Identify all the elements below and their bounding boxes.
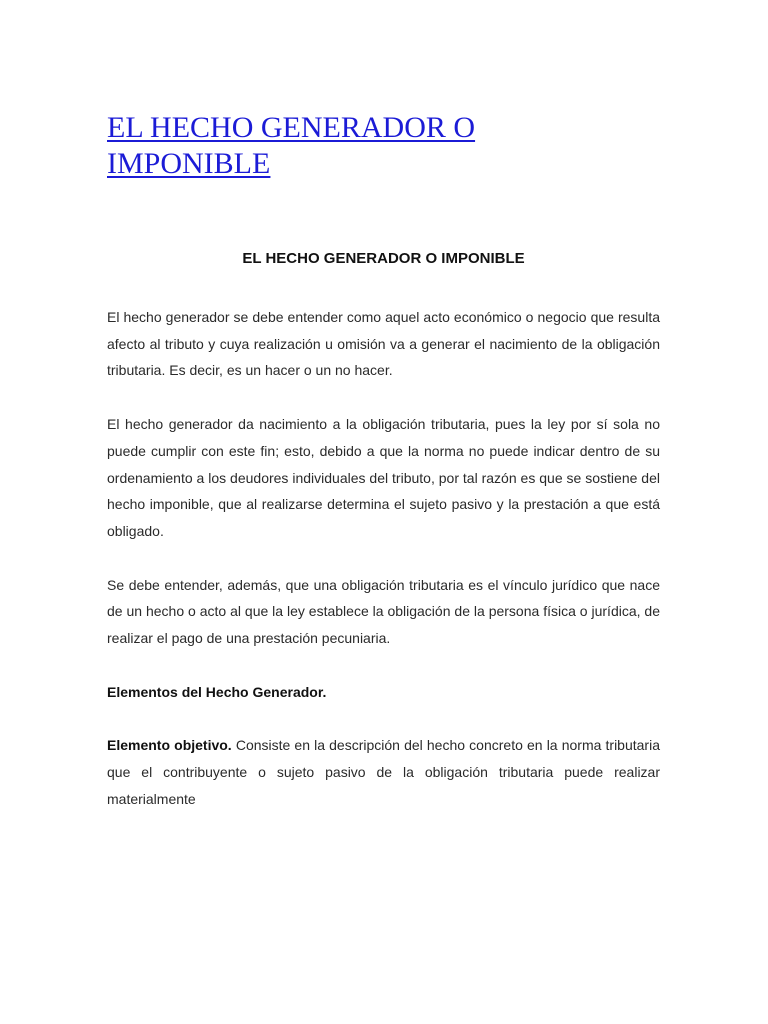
paragraph-2: El hecho generador da nacimiento a la obligación tributaria, pues la ley por sí sola no puede cumplir con este fin; esto, debido a que la norma no puede indicar dentro de su ordenamiento a los deudores individuales del tributo, por tal razón es que se sostiene del hecho imponible, que al realizarse determina el sujeto pasivo y la prestación a que está obligado. bbox=[107, 416, 660, 539]
document-subtitle: EL HECHO GENERADOR O IMPONIBLE bbox=[242, 250, 525, 267]
section-heading: Elementos del Hecho Generador. bbox=[107, 683, 327, 700]
paragraph-element-objetivo bbox=[107, 732, 660, 812]
page-title bbox=[107, 0, 537, 182]
title-link[interactable]: EL HECHO GENERADOR O IMPONIBLE bbox=[107, 111, 476, 180]
element-objetivo-text: Consiste en la descripción del hecho concreto en la norma tributaria que el contribuyente o sujeto pasivo de la obligación tributaria puede realizar materialmente bbox=[107, 737, 660, 807]
element-objetivo-label: Elemento objetivo. bbox=[107, 737, 232, 754]
paragraph-3: Se debe entender, además, que una obligación tributaria es el vínculo jurídico que nace de un hecho o acto al que la ley establece la obligación de la persona física o jurídica, de realizar el pago de una prestación pecuniaria. bbox=[107, 576, 660, 647]
paragraph-1: El hecho generador se debe entender como aquel acto económico o negocio que resulta afecto al tributo y cuya realización u omisión va a generar el nacimiento de la obligación tributaria. Es decir, es un hacer o un no hacer. bbox=[107, 309, 660, 379]
